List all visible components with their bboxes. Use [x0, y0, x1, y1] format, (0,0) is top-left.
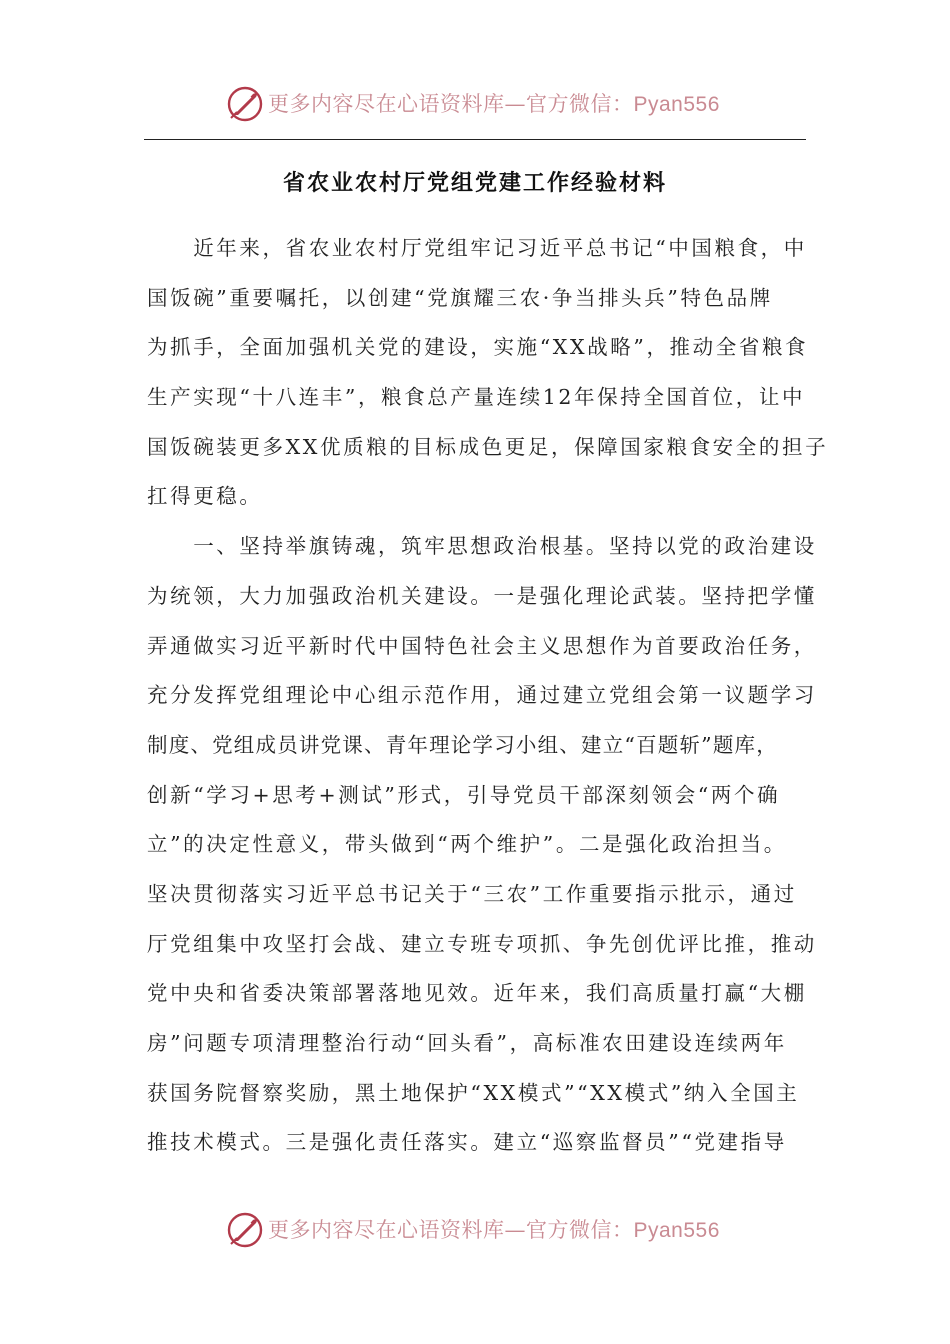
watermark-slogan: 更多内容尽在心语资料库—官方微信： — [268, 1218, 634, 1242]
body-line: 充分发挥党组理论中心组示范作用，通过建立党组会第一议题学习 — [147, 683, 817, 708]
body-line: 房”问题专项清理整治行动“回头看”，高标准农田建设连续两年 — [147, 1031, 787, 1055]
document-body — [147, 224, 829, 1168]
watermark-text — [268, 1216, 720, 1245]
watermark-header — [0, 82, 950, 126]
header-divider — [144, 139, 806, 140]
body-line: 坚决贯彻落实习近平总书记关于“三农”工作重要指示批示，通过 — [147, 881, 797, 906]
body-line: 一、坚持举旗铸魂，筑牢思想政治根基。坚持以党的政治建设 — [147, 534, 817, 559]
document-title: 省农业农村厅党组党建工作经验材料 — [282, 170, 667, 196]
body-line: 为抓手，全面加强机关党的建设，实施“XX战略”，推动全省粮食 — [147, 335, 809, 360]
body-line: 立”的决定性意义，带头做到“两个维护”。二是强化政治担当。 — [147, 832, 787, 857]
body-line: 推技术模式。三是强化责任落实。建立“巡察监督员”“党建指导 — [147, 1130, 787, 1155]
body-line: 近年来，省农业农村厅党组牢记习近平总书记“中国粮食，中 — [147, 236, 807, 260]
body-line: 厅党组集中攻坚打会战、建立专班专项抓、争先创优评比推，推动 — [147, 931, 817, 956]
watermark-footer — [0, 1208, 950, 1252]
watermark-wechat-id: Pyan556 — [633, 93, 720, 116]
watermark-slogan: 更多内容尽在心语资料库—官方微信： — [268, 92, 634, 116]
body-line: 为统领，大力加强政治机关建设。一是强化理论武装。坚持把学懂 — [147, 583, 817, 608]
watermark-text — [268, 90, 720, 119]
body-line: 国饭碗”重要嘱托，以创建“党旗耀三农·争当排头兵”特色品牌 — [147, 285, 773, 310]
quill-pen-logo-icon — [225, 84, 265, 124]
body-line: 扛得更稳。 — [147, 484, 263, 509]
body-line: 弄通做实习近平新时代中国特色社会主义思想作为首要政治任务， — [147, 633, 817, 658]
body-line: 创新“学习+思考+测试”形式，引导党员干部深刻领会“两个确 — [147, 782, 781, 807]
body-line: 生产实现“十八连丰”，粮食总产量连续12年保持全国首位，让中 — [147, 385, 806, 410]
body-line: 制度、党组成员讲党课、青年理论学习小组、建立“百题斩”题库， — [147, 732, 778, 757]
body-line: 党中央和省委决策部署落地见效。近年来，我们高质量打赢“大棚 — [147, 981, 807, 1006]
watermark-wechat-id: Pyan556 — [633, 1219, 720, 1242]
body-line: 获国务院督察奖励，黑土地保护“XX模式”“XX模式”纳入全国主 — [147, 1080, 800, 1105]
quill-pen-logo-icon — [225, 1210, 265, 1250]
body-line: 国饭碗装更多XX优质粮的目标成色更足，保障国家粮食安全的担子 — [147, 434, 829, 459]
